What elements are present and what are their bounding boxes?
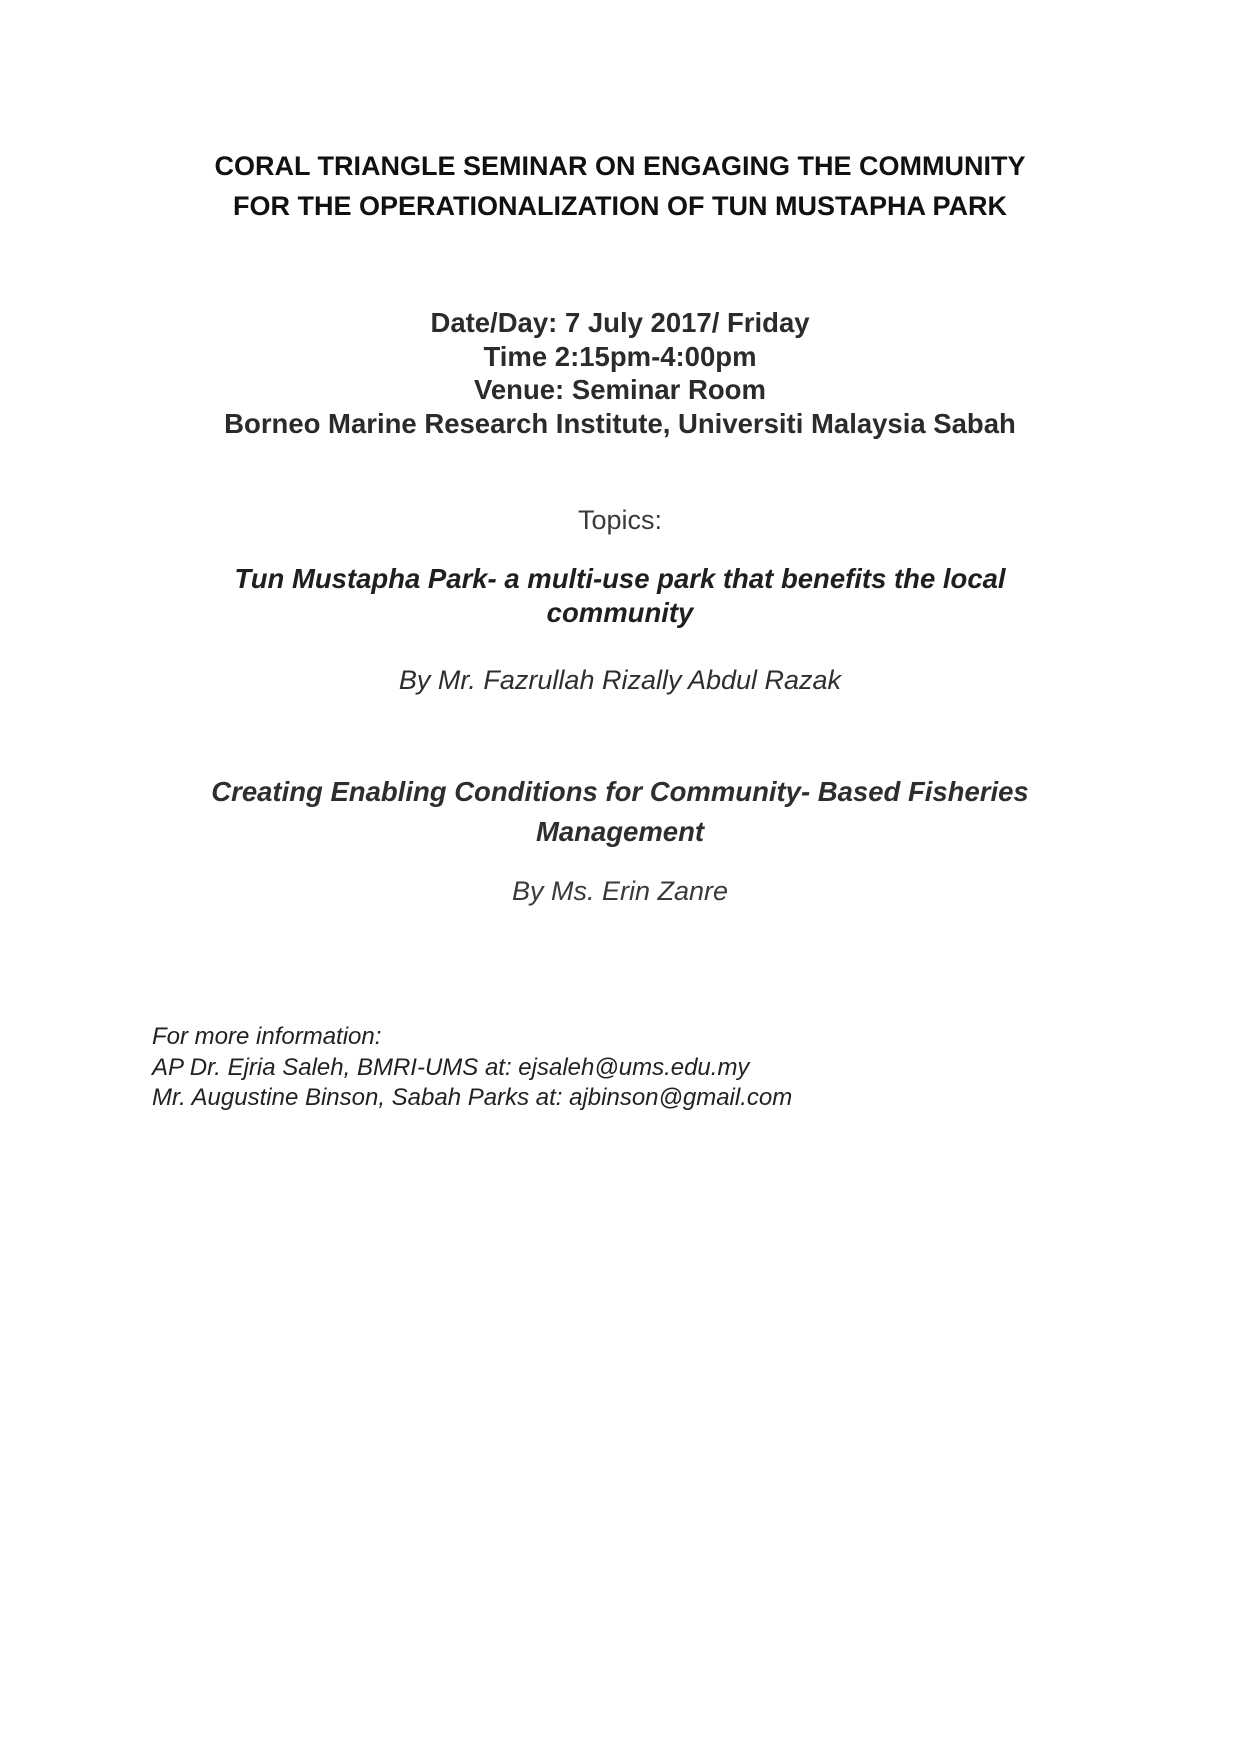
contact-heading: For more information: [152,1023,382,1050]
event-details [0,306,1240,440]
contact-info [152,1022,1152,1114]
seminar-title-line-1: CORAL TRIANGLE SEMINAR ON ENGAGING THE COMMUNITY [214,151,1026,181]
event-time: Time 2:15pm-4:00pm [483,340,757,372]
event-venue: Venue: Seminar Room [474,374,766,405]
event-date: Date/Day: 7 July 2017/ Friday [430,307,810,338]
topic-title-line-1: Creating Enabling Conditions for Community- Based Fisheries [211,776,1029,807]
topic-title-line-2: community [546,597,694,628]
contact-line: AP Dr. Ejria Saleh, BMRI-UMS at: ejsaleh@ums.edu.my [152,1053,750,1081]
topic-speaker: By Ms. Erin Zanre [511,876,729,906]
topic-title [0,562,1240,630]
event-institute: Borneo Marine Research Institute, Universiti Malaysia Sabah [224,407,1016,439]
topic-speaker: By Mr. Fazrullah Rizally Abdul Razak [398,665,842,695]
seminar-title-line-2: FOR THE OPERATIONALIZATION OF TUN MUSTAPHA PARK [233,191,1007,221]
contact-line: Mr. Augustine Binson, Sabah Parks at: ajbinson@gmail.com [152,1084,793,1111]
topic-title-line-1: Tun Mustapha Park- a multi-use park that benefits the local [234,563,1006,594]
topic-title [0,772,1240,852]
topics-heading: Topics: [577,505,663,535]
seminar-title [0,146,1240,226]
topic-title-line-2: Management [535,816,705,847]
